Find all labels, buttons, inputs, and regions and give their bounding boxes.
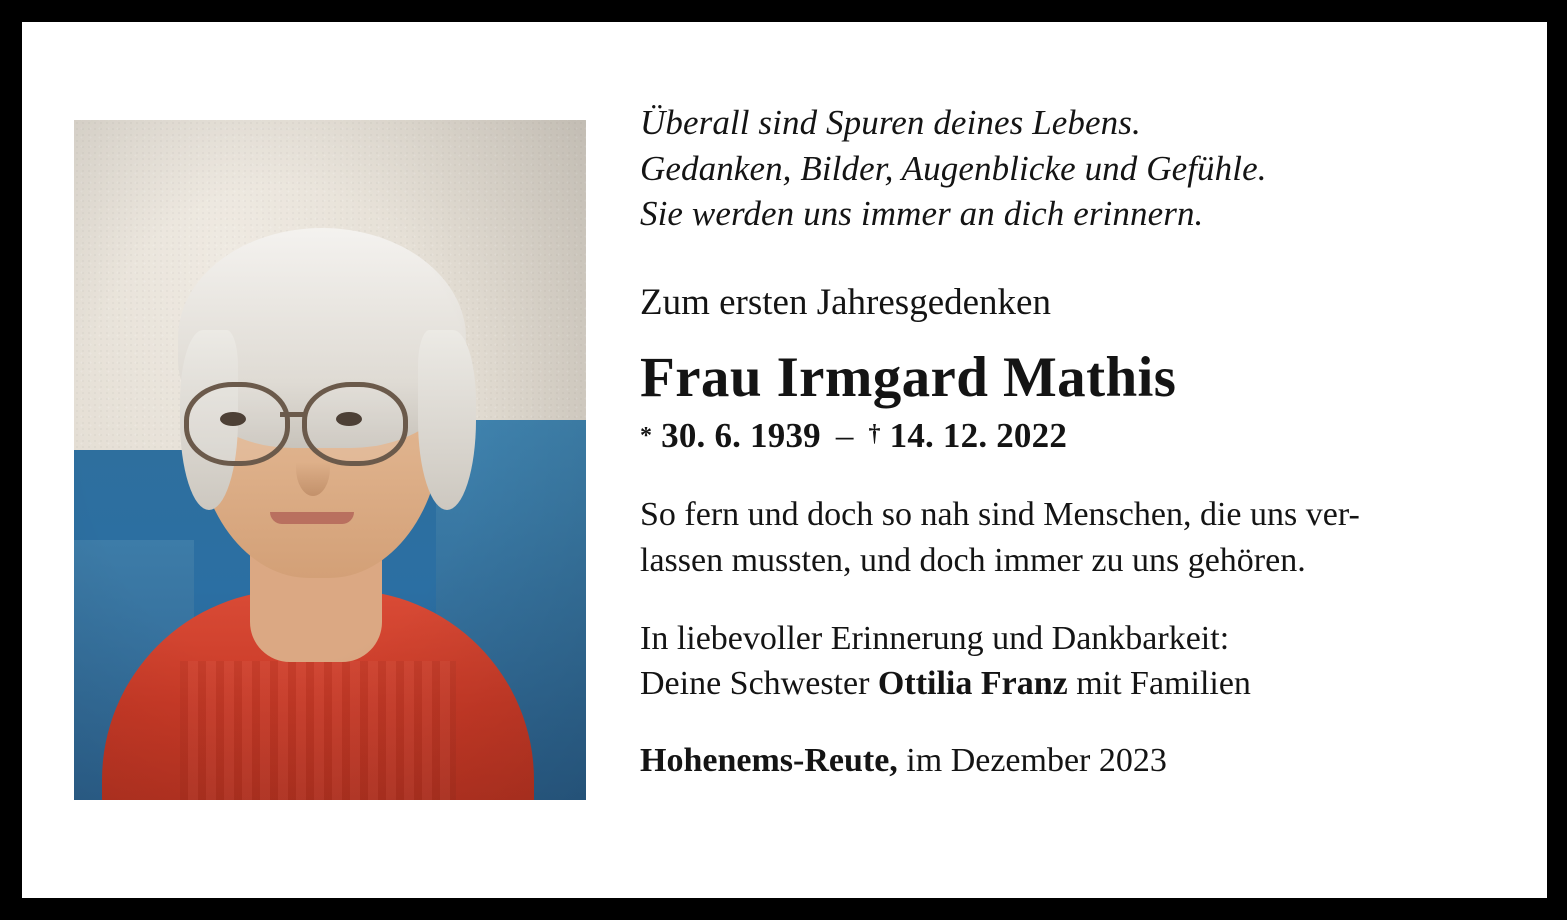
- verse-line-2: Gedanken, Bilder, Augenblicke und Gefühle.: [640, 148, 1267, 188]
- closing-suffix: mit Familien: [1067, 665, 1251, 703]
- date-separator: –: [835, 416, 854, 456]
- portrait-photo: [74, 120, 586, 800]
- verse-line-3: Sie werden uns immer an dich erinnern.: [640, 194, 1204, 233]
- text-column: [582, 22, 1547, 783]
- closing-line-2: [640, 661, 1487, 707]
- photo-vignette: [74, 120, 586, 800]
- place-date: im Dezember 2023: [897, 741, 1167, 779]
- verse-line-1: Überall sind Spuren deines Lebens.: [640, 103, 1141, 142]
- closing-line-1: In liebevoller Erinnerung und Dankbarkeit:: [640, 619, 1230, 657]
- occasion-text: Zum ersten Jahresgedenken: [640, 281, 1051, 323]
- survivor-name: Ottilia Franz: [877, 665, 1068, 703]
- memorial-verse: [640, 100, 1487, 237]
- life-dates: [640, 416, 1487, 456]
- place-name: Hohenems-Reute,: [640, 741, 898, 779]
- place-and-date: [640, 739, 1487, 783]
- portrait-column: [22, 22, 582, 800]
- death-symbol: †: [868, 421, 881, 448]
- birth-symbol: *: [640, 423, 653, 450]
- closing-prefix: Deine Schwester: [640, 665, 878, 703]
- birth-date: 30. 6. 1939: [661, 416, 821, 456]
- closing-block: [640, 616, 1487, 707]
- remembrance-paragraph: [640, 492, 1487, 583]
- paragraph-line-2: lassen mussten, und doch immer zu uns gehören.: [640, 541, 1306, 579]
- deceased-name: Frau Irmgard Mathis: [640, 345, 1177, 409]
- notice-inner: [22, 22, 1547, 898]
- death-date: 14. 12. 2022: [889, 416, 1068, 456]
- paragraph-line-1: So fern und doch so nah sind Menschen, die uns ver-: [640, 496, 1360, 534]
